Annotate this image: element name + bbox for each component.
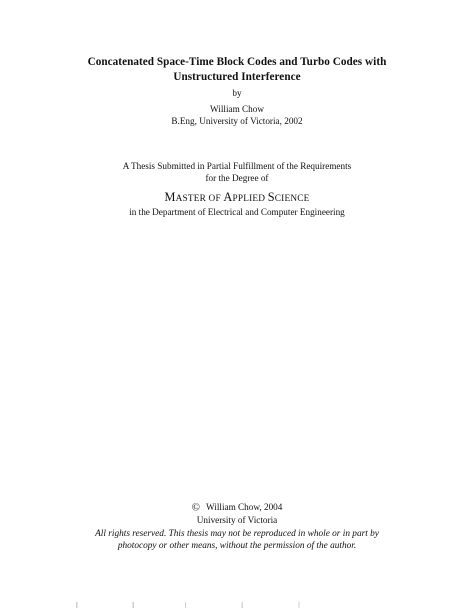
rights-line-2: photocopy or other means, without the permission of the author. [117, 541, 357, 551]
scan-artifact-strip [0, 602, 474, 608]
degree-rest-3: CIENCE [274, 194, 310, 204]
degree-rest-2: PPLIED [232, 194, 268, 204]
rights-emphasis: All rights reserved. [95, 529, 167, 539]
author-credentials: B.Eng, University of Victoria, 2002 [171, 116, 303, 126]
degree-cap-2: A [223, 190, 233, 204]
degree-rest-1: ASTER OF [175, 194, 224, 204]
copyright-line [0, 502, 474, 513]
copyright-institution: University of Victoria [196, 515, 278, 525]
copyright-holder: William Chow, 2004 [206, 502, 283, 512]
thesis-title-line-1: Concatenated Space-Time Block Codes and Turbo Codes with [87, 56, 387, 68]
thesis-statement-line-1: A Thesis Submitted in Partial Fulfillment of the Requirements [122, 161, 352, 171]
degree-cap-1: M [164, 190, 176, 204]
department-line: in the Department of Electrical and Computer Engineering [129, 207, 345, 217]
thesis-title-line-2: Unstructured Interference [173, 71, 301, 83]
copyright-symbol-icon: © [191, 501, 200, 514]
by-label: by [232, 88, 242, 98]
degree-cap-3: S [267, 190, 275, 204]
rights-line-1-rest: This thesis may not be reproduced in whole or in part by [166, 529, 379, 539]
thesis-statement-line-2: for the Degree of [205, 173, 269, 183]
author-name: William Chow [210, 104, 264, 114]
rights-line-1 [0, 528, 474, 540]
degree-title [0, 190, 474, 206]
